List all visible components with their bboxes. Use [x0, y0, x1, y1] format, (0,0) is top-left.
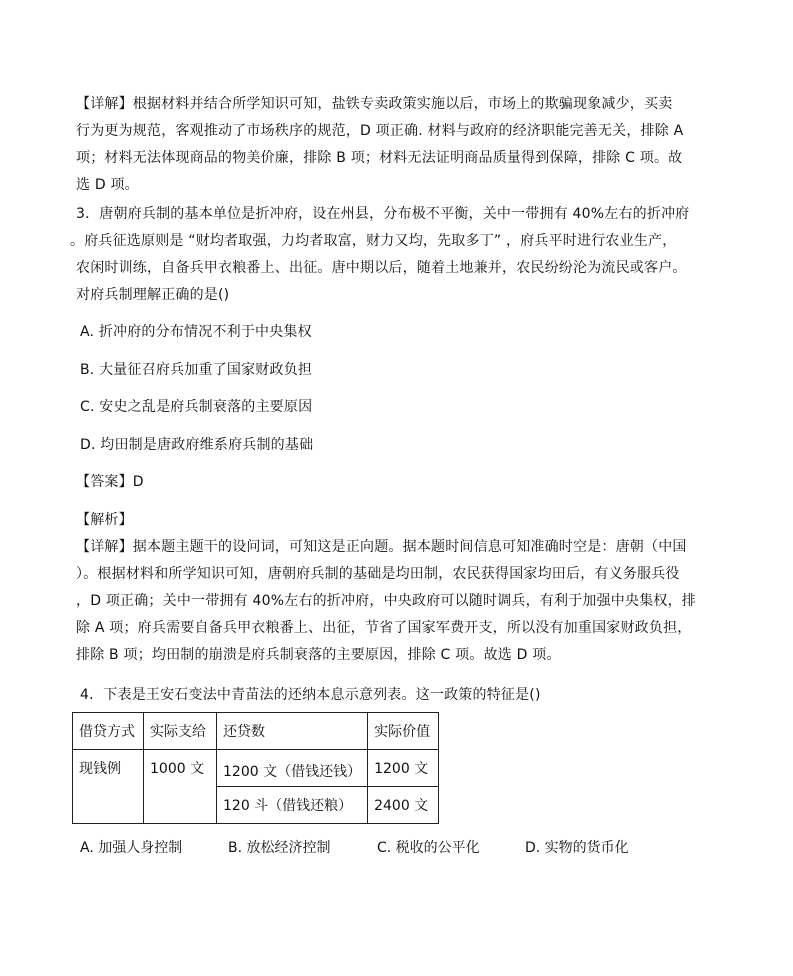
- explanation-line: 行为更为规范，客观推动了市场秩序的规范，D 项正确. 材料与政府的经济职能完善无关，排除 A: [76, 123, 684, 139]
- choice-a: A. 加强人身控制: [80, 840, 183, 856]
- loan-table: [72, 712, 439, 824]
- question-stem-line: 。府兵征选原则是 “财均者取强，力均者取富，财力又均，先取多丁” ，府兵平时进行农业生产，: [70, 233, 677, 249]
- table-cell-value: 2400 文: [368, 787, 439, 824]
- question-stem-line: 对府兵制理解正确的是(): [76, 287, 230, 303]
- question-stem-line: 农闲时训练，自备兵甲衣粮番上、出征。唐中期以后，随着土地兼并，农民纷纷沦为流民或客户。: [76, 260, 687, 276]
- option-a: A. 折冲府的分布情况不利于中央集权: [80, 324, 312, 340]
- explanation-line: 选 D 项。: [76, 177, 139, 193]
- analysis-label: 【解析】: [76, 512, 133, 528]
- explanation-line: 项；材料无法体现商品的物美价廉，排除 B 项；材料无法证明商品质量得到保障，排除 C 项。故: [76, 150, 683, 166]
- table-cell-value: 1200 文: [368, 750, 439, 787]
- table-header-cell: 实际价值: [368, 713, 439, 750]
- explanation-line: 【详解】据本题主题干的设问词，可知这是正向题。据本题时间信息可知准确时空是：唐朝（中国: [76, 539, 687, 555]
- choice-b: B. 放松经济控制: [228, 840, 331, 856]
- question-stem: 4．下表是王安石变法中青苗法的还纳本息示意列表。这一政策的特征是(): [80, 687, 541, 703]
- explanation-line: 排除 B 项；均田制的崩溃是府兵制衰落的主要原因，排除 C 项。故选 D 项。: [76, 647, 561, 663]
- table-header-cell: 还贷数: [217, 713, 368, 750]
- table-cell-given: 1000 文: [144, 750, 217, 824]
- table-cell-repay: 1200 文（借钱还钱）: [217, 750, 368, 787]
- table-row: [73, 750, 439, 787]
- choice-c: C. 税收的公平化: [377, 840, 480, 856]
- option-d: D. 均田制是唐政府维系府兵制的基础: [80, 437, 314, 453]
- choice-d: D. 实物的货币化: [525, 840, 629, 856]
- option-b: B. 大量征召府兵加重了国家财政负担: [80, 362, 313, 378]
- option-c: C. 安史之乱是府兵制衰落的主要原因: [80, 399, 313, 415]
- answer-label: 【答案】D: [76, 474, 144, 490]
- table-header-cell: 实际支给: [144, 713, 217, 750]
- explanation-line: 除 A 项；府兵需要自备兵甲衣粮番上、出征，节省了国家军费开支，所以没有加重国家财政负担，: [76, 620, 692, 636]
- explanation-line: ）。根据材料和所学知识可知，唐朝府兵制的基础是均田制，农民获得国家均田后，有义务服兵役: [76, 566, 680, 582]
- question-stem-line: 3．唐朝府兵制的基本单位是折冲府，设在州县，分布极不平衡，关中一带拥有 40%左右的折冲府: [76, 206, 690, 222]
- table-header-cell: 借贷方式: [73, 713, 144, 750]
- explanation-line: ，D 项正确；关中一带拥有 40%左右的折冲府，中央政府可以随时调兵，有利于加强中央集权，排: [76, 593, 696, 609]
- table-cell-repay: 120 斗（借钱还粮）: [217, 787, 368, 824]
- table-header-row: [73, 713, 439, 750]
- table-cell-method: 现钱例: [73, 750, 144, 824]
- explanation-line: 【详解】根据材料并结合所学知识可知，盐铁专卖政策实施以后，市场上的欺骗现象减少，买卖: [76, 96, 673, 112]
